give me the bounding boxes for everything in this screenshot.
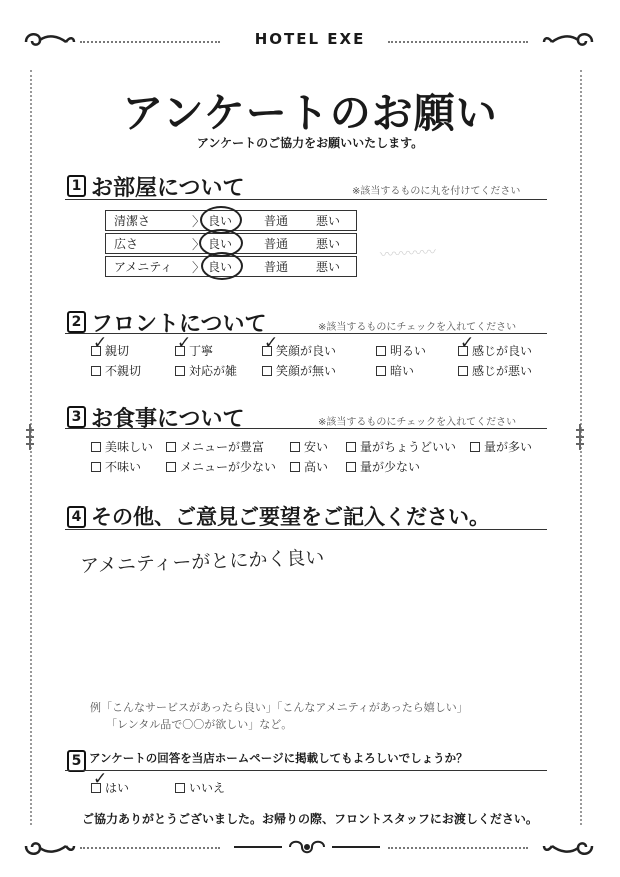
section2-number: 2: [67, 311, 86, 333]
section1-number: 1: [67, 175, 86, 197]
section3-title: お食事について: [91, 407, 245, 432]
page-subtitle: アンケートのご協力をお願いいたします。: [196, 136, 424, 150]
footer-dotted-rule-right: [388, 847, 528, 849]
checkbox-large-portion[interactable]: 量が多い: [470, 438, 532, 455]
checkbox-cheap[interactable]: 安い: [290, 438, 328, 455]
checkbox-pleasant[interactable]: 感じが良い: [458, 342, 532, 359]
section4-title: その他、ご意見ご要望をご記入ください。: [91, 505, 490, 529]
section3-rule: [65, 428, 547, 429]
checkbox-yes[interactable]: はい: [91, 779, 129, 796]
chevron-right-icon: 〉: [192, 215, 206, 230]
rating-option-average[interactable]: 普通: [264, 260, 289, 274]
section5-number: 5: [67, 750, 86, 772]
hotel-name: HOTEL EXE: [254, 30, 366, 48]
section2-title: フロントについて: [91, 312, 267, 337]
checkbox-kind[interactable]: 親切: [91, 342, 129, 359]
section4-number: 4: [67, 506, 86, 528]
footer-thanks: ご協力ありがとうございました。お帰りの際、フロントスタッフにお渡しください。: [82, 812, 538, 826]
checkbox-rich-menu[interactable]: メニューが豊富: [166, 438, 264, 455]
checkbox-good-smile[interactable]: 笑顔が良い: [262, 342, 336, 359]
checkbox-sloppy[interactable]: 対応が雑: [175, 362, 237, 379]
ornament-left-mid-icon: [24, 422, 36, 452]
rating-option-good[interactable]: 良い: [208, 260, 233, 274]
rating-option-good[interactable]: 良い: [208, 214, 233, 228]
hand-check-mark: ✓: [93, 769, 108, 789]
checkbox-gloomy[interactable]: 暗い: [376, 362, 414, 379]
section5-rule: [65, 770, 547, 771]
hand-check-mark: ✓: [264, 333, 279, 353]
ornament-bottom-right-icon: [540, 832, 596, 860]
rating-label: 広さ: [114, 237, 139, 251]
checkbox-polite[interactable]: 丁寧: [175, 342, 213, 359]
bleed-through-writing: 〰〰〰〰: [379, 244, 437, 264]
example-text-line2: 「レンタル品で〇〇が欲しい」など。: [106, 718, 293, 731]
section2-rule: [65, 333, 547, 334]
rating-option-average[interactable]: 普通: [264, 237, 289, 251]
ornament-bottom-left-icon: [22, 832, 78, 860]
checkbox-right-portion[interactable]: 量がちょうどいい: [346, 438, 456, 455]
section1-note: ※該当するものに丸を付けてください: [352, 186, 521, 197]
checkbox-no-smile[interactable]: 笑顔が無い: [262, 362, 336, 379]
checkbox-small-portion[interactable]: 量が少ない: [346, 458, 420, 475]
rating-option-average[interactable]: 普通: [264, 214, 289, 228]
checkbox-no[interactable]: いいえ: [175, 779, 225, 796]
section2-note: ※該当するものにチェックを入れてください: [318, 322, 517, 333]
section5-question: アンケートの回答を当店ホームページに掲載してもよろしいでしょうか？: [89, 751, 468, 765]
handwritten-comment[interactable]: アメニティーがとにかく良い: [79, 546, 325, 578]
rating-option-good[interactable]: 良い: [208, 237, 233, 251]
hand-check-mark: ✓: [177, 333, 192, 353]
rating-label: アメニティ: [114, 260, 173, 274]
chevron-right-icon: 〉: [192, 238, 206, 253]
checkbox-unkind[interactable]: 不親切: [91, 362, 141, 379]
checkbox-not-tasty[interactable]: 不味い: [91, 458, 141, 475]
checkbox-expensive[interactable]: 高い: [290, 458, 328, 475]
page-title: アンケートのお願い: [122, 89, 498, 137]
hand-check-mark: ✓: [460, 333, 475, 353]
checkbox-small-menu[interactable]: メニューが少ない: [166, 458, 276, 475]
checkbox-unpleasant[interactable]: 感じが悪い: [458, 362, 532, 379]
section1-rule: [65, 199, 547, 200]
ornament-right-mid-icon: [574, 422, 586, 452]
rating-label: 清潔さ: [114, 214, 151, 228]
section4-rule: [65, 529, 547, 530]
rating-option-bad[interactable]: 悪い: [316, 237, 341, 251]
rating-option-bad[interactable]: 悪い: [316, 214, 341, 228]
example-text-line1: 例「こんなサービスがあったら良い」「こんなアメニティがあったら嬉しい」: [90, 701, 468, 714]
section3-number: 3: [67, 406, 86, 428]
section3-note: ※該当するものにチェックを入れてください: [318, 417, 517, 428]
hand-check-mark: ✓: [93, 333, 108, 353]
rating-option-bad[interactable]: 悪い: [316, 260, 341, 274]
footer-dotted-rule-left: [80, 847, 220, 849]
checkbox-delicious[interactable]: 美味しい: [91, 438, 153, 455]
ornament-bottom-center-icon: [232, 838, 382, 856]
chevron-right-icon: 〉: [192, 261, 206, 276]
section1-title: お部屋について: [91, 176, 245, 201]
checkbox-cheerful[interactable]: 明るい: [376, 342, 426, 359]
hand-circle-mark: [201, 252, 243, 280]
